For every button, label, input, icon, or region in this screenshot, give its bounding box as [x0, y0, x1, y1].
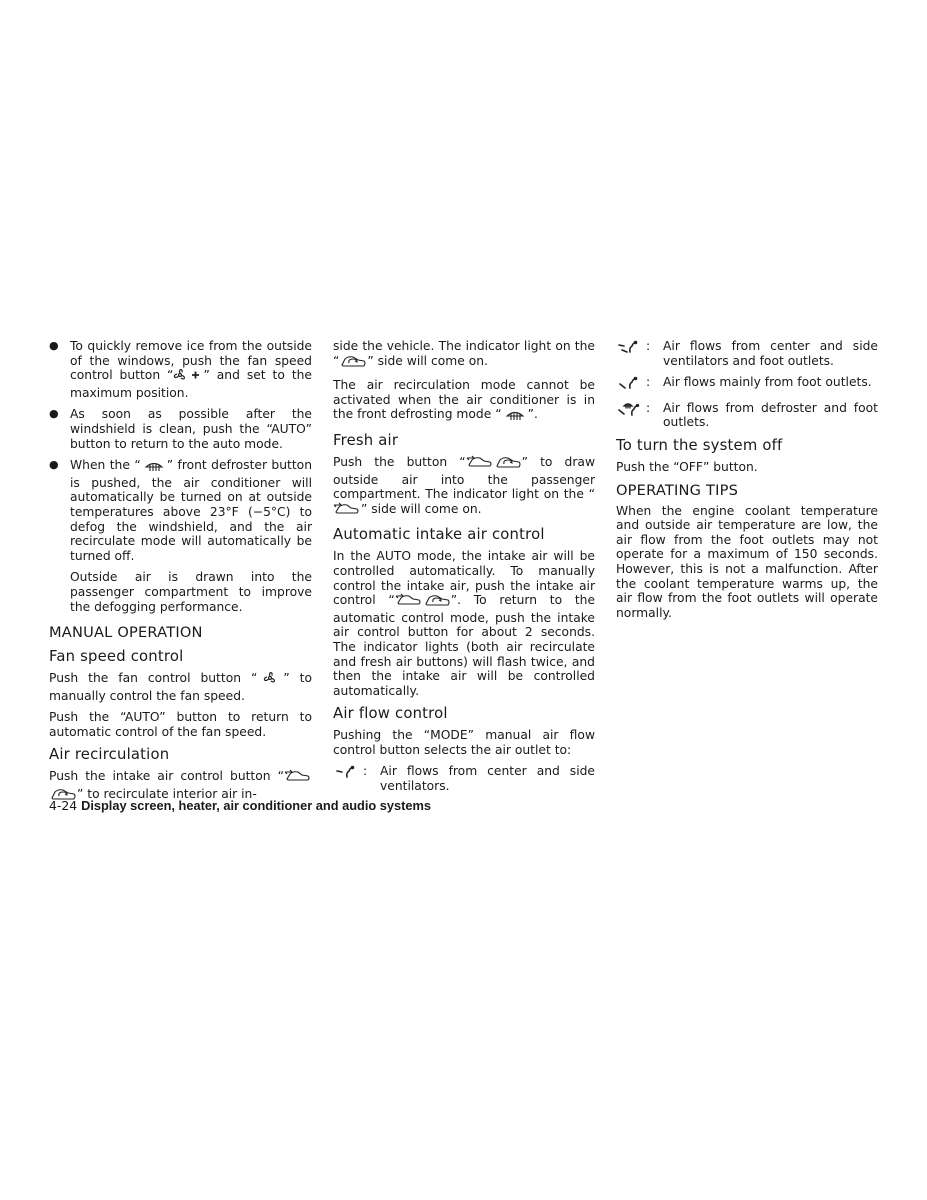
defroster-icon [502, 407, 528, 425]
fresh-air-icon [466, 455, 494, 473]
recirculate-icon [494, 455, 522, 473]
column-middle [333, 339, 595, 801]
bullet-auto-return: ● As soon as possible after the windshield is clean, push the “AUTO” button to return to the auto mode. [49, 407, 312, 451]
vent-face-icon [333, 764, 363, 793]
fan-icon [257, 671, 283, 689]
recirc-paragraph-2: The air recirculation mode cannot be activated when the air conditioner is in the front defrosting mode “ ”. [333, 378, 595, 425]
fresh-air-icon [395, 593, 423, 611]
bullet-dot: ● [49, 339, 59, 352]
defrost-foot-icon [616, 401, 646, 430]
heading-fresh-air: Fresh air [333, 431, 399, 449]
column-left [49, 339, 312, 812]
mode-face-row: : Air flows from center and side ventilators. [333, 764, 595, 793]
recirculate-icon [423, 593, 451, 611]
heading-manual-operation: MANUAL OPERATION [49, 624, 203, 642]
page-number: 4-24 [49, 798, 78, 813]
recirc-paragraph-1: Push the intake air control button “” to recirculate interior air in- [49, 769, 312, 804]
fan-paragraph-1: Push the fan control button “ ” to manually control the fan speed. [49, 671, 312, 703]
mode-face-foot-row: : Air flows from center and side ventilators and foot outlets. [616, 339, 878, 368]
heading-air-flow-control: Air flow control [333, 705, 448, 723]
fan-paragraph-2: Push the “AUTO” button to return to automatic control of the fan speed. [49, 710, 312, 739]
bullet-ice-removal: ● To quickly remove ice from the outside of the windows, push the fan speed control button “ ” and set to the maximum position. [49, 339, 313, 400]
heading-operating-tips: OPERATING TIPS [616, 481, 739, 499]
defroster-icon [141, 458, 167, 476]
bullet-dot: ● [49, 407, 59, 421]
vent-face-foot-icon [616, 339, 646, 368]
bullet-defroster: ● When the “ ” front defroster button is pushed, the air conditioner will automatically be turned on at outside temperatures above 23°F (−5°C) to defog the windshield, and the air recirculate mode will automatically be turned off. [49, 458, 312, 563]
page-footer [49, 798, 431, 813]
off-paragraph: Push the “OFF” button. [616, 459, 758, 474]
fresh-air-icon [284, 769, 312, 787]
recirc-paragraph-1-continued: side the vehicle. The indicator light on the “ ” side will come on. [333, 339, 595, 371]
vent-foot-icon [616, 375, 646, 394]
fan-plus-icon [173, 368, 203, 386]
column-right [616, 339, 878, 627]
bullet-dot: ● [49, 458, 59, 472]
heading-turn-system-off: To turn the system off [616, 436, 783, 454]
section-title: Display screen, heater, air conditioner and audio systems [81, 798, 431, 813]
mode-foot-row: : Air flows mainly from foot outlets. [616, 375, 878, 394]
heading-automatic-intake: Automatic intake air control [333, 526, 545, 544]
fresh-air-paragraph: Push the button “ ” to draw outside air into the passenger compartment. The indicator light on the “” side will come on. [333, 455, 595, 519]
intake-paragraph: In the AUTO mode, the intake air will be controlled automatically. To manually control the intake air, push the intake air control “ ”. To return to the automatic control mode, push the intake air control button for about 2 seconds. The indicator lights (both air recirculate and fresh air buttons) will flash twice, and then the intake air will be controlled automatically. [333, 549, 596, 698]
tips-paragraph: When the engine coolant temperature and outside air temperature are low, the air flow from the foot outlets may not operate for a maximum of 150 seconds. However, this is not a malfunction. After the coolant temperature warms up, the air flow from the foot outlets will operate normally. [616, 503, 878, 620]
fresh-air-icon [333, 502, 361, 520]
heading-air-recirculation: Air recirculation [49, 746, 170, 764]
mode-defrost-foot-row: : Air flows from defroster and foot outlets. [616, 401, 878, 430]
airflow-paragraph: Pushing the “MODE” manual air flow control button selects the air outlet to: [333, 728, 595, 757]
defog-note: Outside air is drawn into the passenger compartment to improve the defogging performance. [70, 570, 312, 614]
heading-fan-speed-control: Fan speed control [49, 648, 184, 666]
recirculate-icon [339, 354, 367, 372]
